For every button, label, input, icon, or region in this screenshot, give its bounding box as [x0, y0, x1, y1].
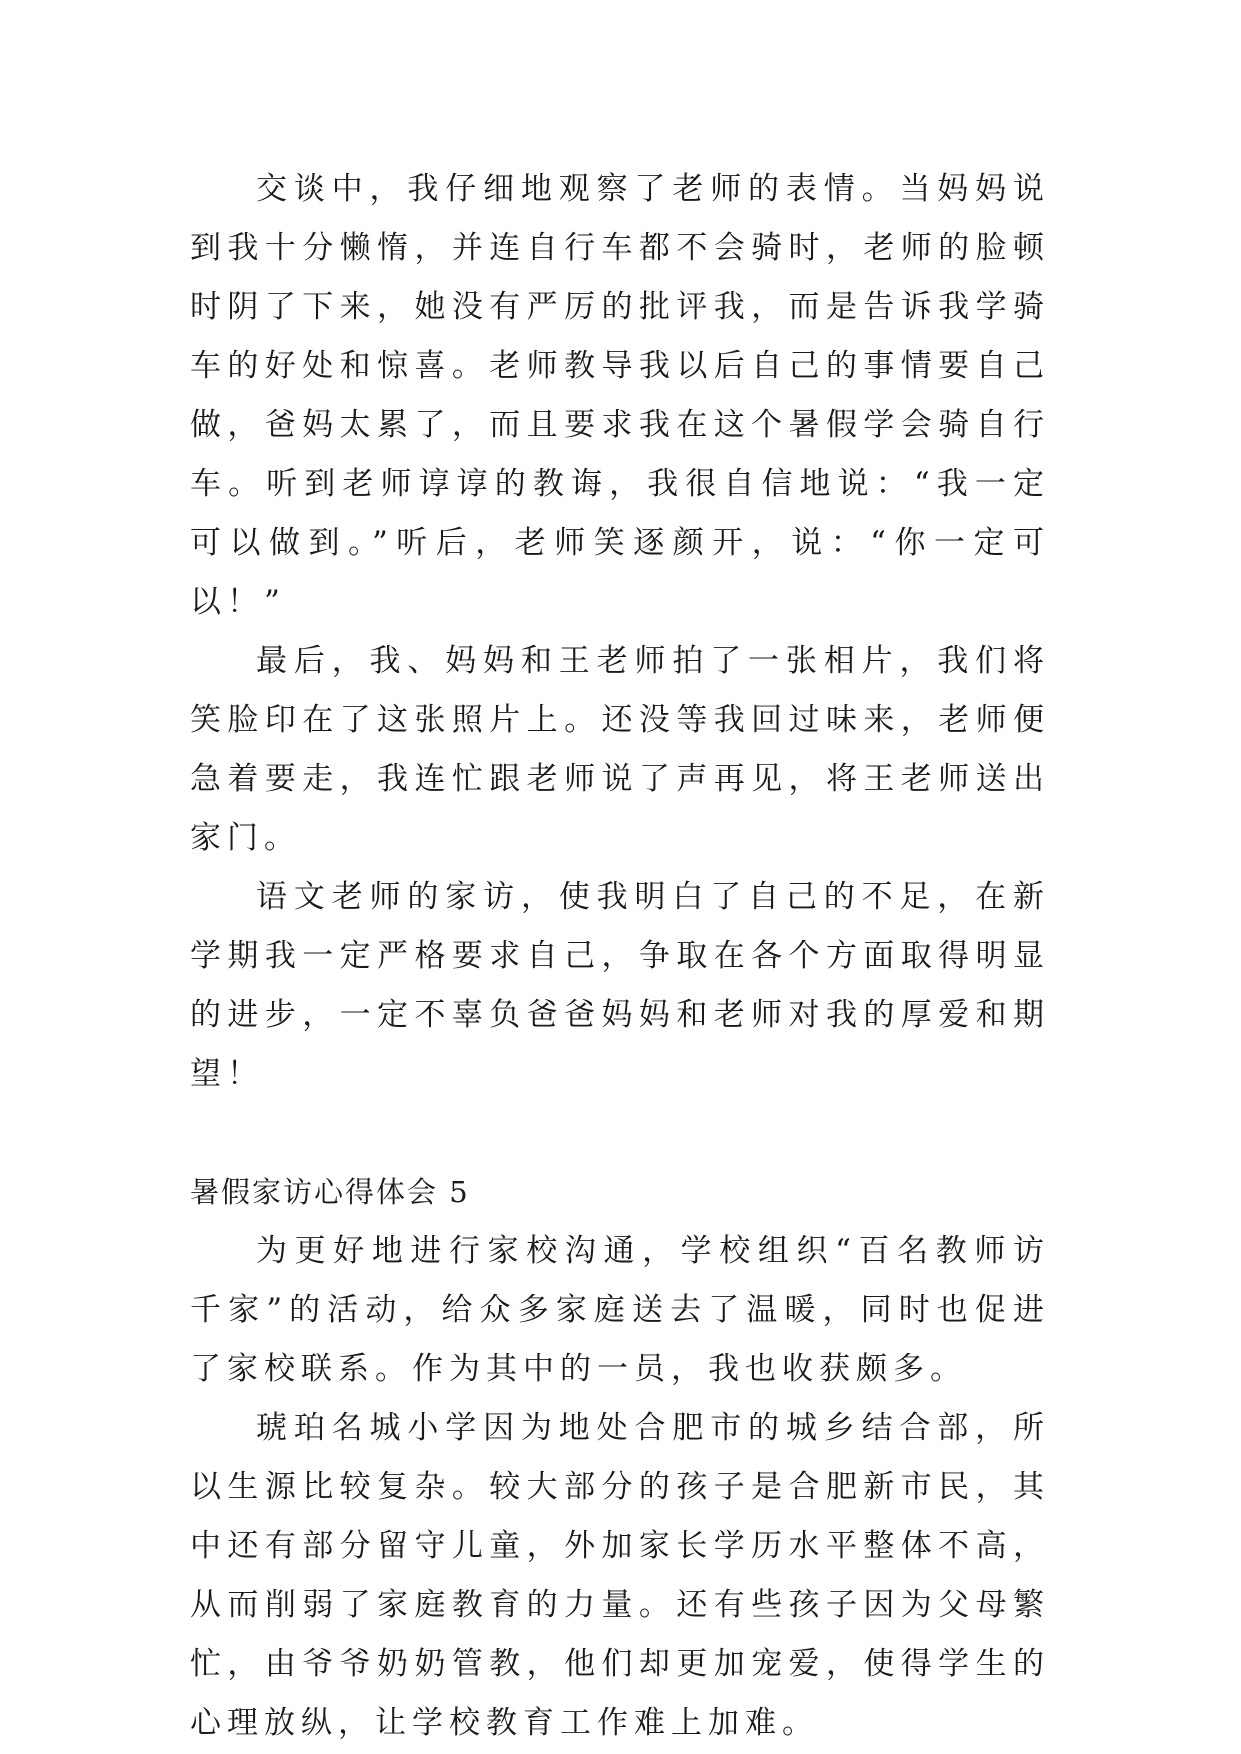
document-page	[190, 160, 1050, 1753]
section-spacer	[190, 1104, 1050, 1163]
paragraph: 交谈中，我仔细地观察了老师的表情。当妈妈说到我十分懒惰，并连自行车都不会骑时，老师的脸顿时阴了下来，她没有严厉的批评我，而是告诉我学骑车的好处和惊喜。老师教导我以后自己的事情要自己做，爸妈太累了，而且要求我在这个暑假学会骑自行车。听到老师谆谆的教诲，我很自信地说：“我一定可以做到。”听后，老师笑逐颜开，说：“你一定可以！”	[190, 171, 1050, 620]
paragraph: 琥珀名城小学因为地处合肥市的城乡结合部，所以生源比较复杂。较大部分的孩子是合肥新市民，其中还有部分留守儿童，外加家长学历水平整体不高，从而削弱了家庭教育的力量。还有些孩子因为父母繁忙，由爷爷奶奶管教，他们却更加宠爱，使得学生的心理放纵，让学校教育工作难上加难。	[190, 1410, 1050, 1741]
paragraph: 为更好地进行家校沟通，学校组织“百名教师访千家”的活动，给众多家庭送去了温暖，同时也促进了家校联系。作为其中的一员，我也收获颇多。	[190, 1233, 1050, 1387]
section-heading: 暑假家访心得体会 5	[190, 1175, 470, 1209]
paragraph: 语文老师的家访，使我明白了自己的不足，在新学期我一定严格要求自己，争取在各个方面取得明显的进步，一定不辜负爸爸妈妈和老师对我的厚爱和期望！	[190, 879, 1050, 1092]
paragraph: 最后，我、妈妈和王老师拍了一张相片，我们将笑脸印在了这张照片上。还没等我回过味来，老师便急着要走，我连忙跟老师说了声再见，将王老师送出家门。	[190, 643, 1050, 856]
